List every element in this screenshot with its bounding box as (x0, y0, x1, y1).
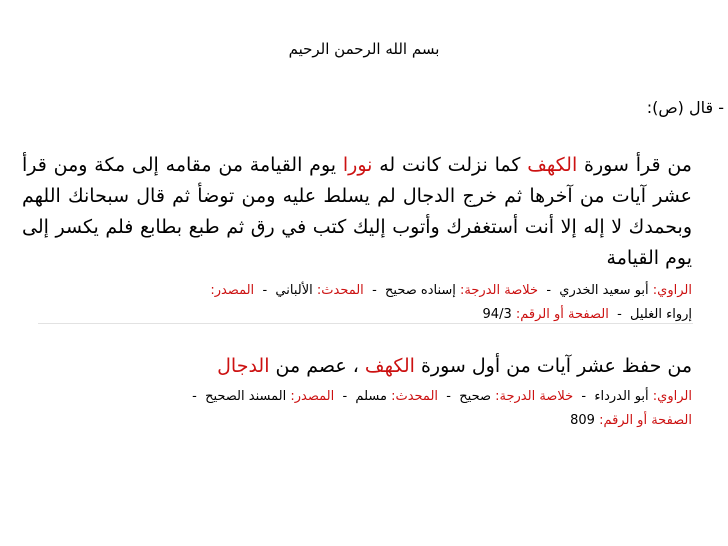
divider (38, 323, 693, 324)
intro-line: - قال (ص): (646, 98, 724, 117)
hadith-1-source: إرواء الغليل - الصفحة أو الرقم: 94/3 (482, 307, 692, 322)
highlight-kahf-2: الكهف (364, 355, 415, 377)
hadith-1-metadata: الراوي: أبو سعيد الخدري - خلاصة الدرجة: إسناده صحيح - المحدث: الألباني - المصدر: (210, 283, 692, 298)
highlight-dajjal: الدجال (217, 355, 270, 377)
highlight-kahf: الكهف (527, 154, 578, 176)
basmala-heading: بسم الله الرحمن الرحيم (288, 40, 440, 58)
hadith-2-page: الصفحة أو الرقم: 809 (570, 413, 692, 428)
hadith-1-text: من قرأ سورة الكهف كما نزلت كانت له نورا يوم القيامة من مقامه إلى مكة ومن قرأ عشر آيات من آخرها ثم خرج الدجال لم يسلط عليه ومن توضأ ثم قال سبحانك اللهم وبحمدك لا إله إلا أنت أستغفرك وأتوب إليك كتب في رق ثم طبع بطابع فلم يكسر إلى يوم القيامة (22, 154, 692, 269)
hadith-2-metadata: الراوي: أبو الدرداء - خلاصة الدرجة: صحيح - المحدث: مسلم - المصدر: المسند الصحيح - (192, 389, 692, 404)
hadith-2-text: من حفظ عشر آيات من أول سورة الكهف ، عصم من الدجال (217, 355, 692, 377)
highlight-nur: نورا (342, 154, 373, 176)
